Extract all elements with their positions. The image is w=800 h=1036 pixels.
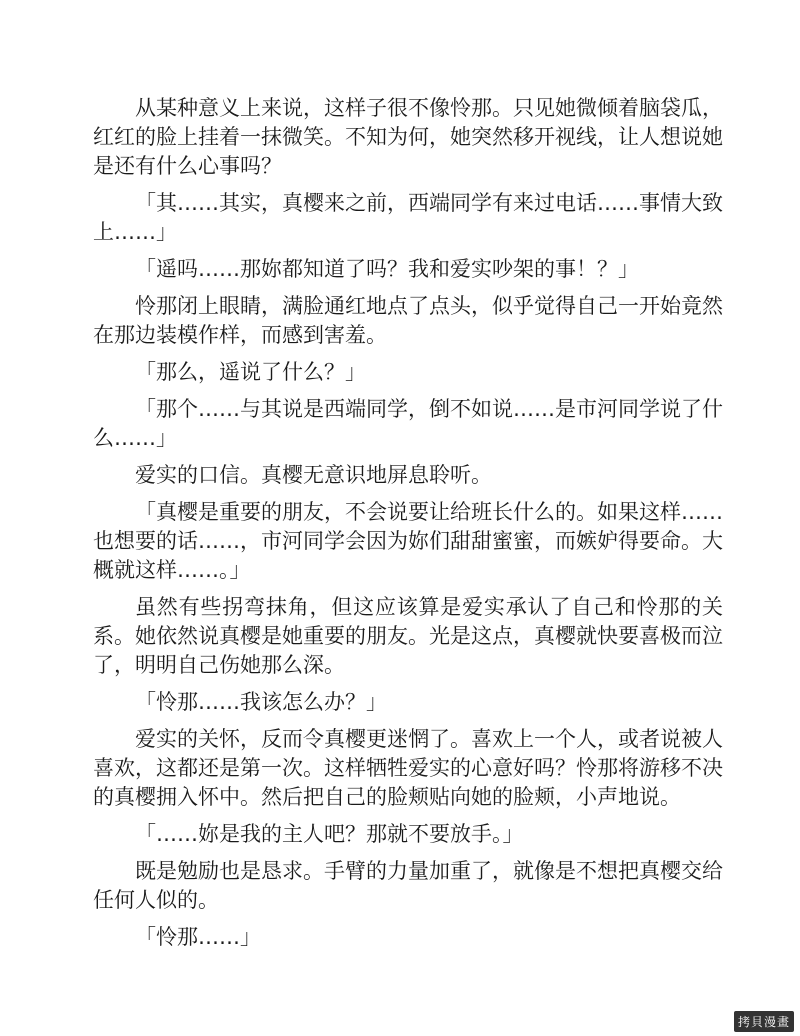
dialogue-line: 「其……其实，真樱来之前，西端同学有来过电话……事情大致上……」 (93, 191, 723, 244)
paragraph: 既是勉励也是恳求。手臂的力量加重了，就像是不想把真樱交给任何人似的。 (93, 859, 723, 912)
watermark-logo: 拷貝漫畫 (734, 1011, 794, 1032)
paragraph: 怜那闭上眼睛，满脸通红地点了点头，似乎觉得自己一开始竟然在那边装模作样，而感到害羞。 (93, 294, 723, 347)
dialogue-line: 「遥吗……那妳都知道了吗？我和爱实吵架的事！？」 (135, 257, 639, 281)
paragraph: 从某种意义上来说，这样子很不像怜那。只见她微倾着脑袋瓜，红红的脸上挂着一抹微笑。不知为何，她突然移开视线，让人想说她是还有什么心事吗？ (93, 96, 723, 178)
dialogue-line: 「怜那……我该怎么办？」 (135, 690, 387, 714)
dialogue-line: 「……妳是我的主人吧？那就不要放手。」 (135, 822, 524, 846)
dialogue-line: 「那个……与其说是西端同学，倒不如说……是市河同学说了什么……」 (93, 397, 723, 450)
dialogue-line: 「真樱是重要的朋友，不会说要让给班长什么的。如果这样……也想要的话……，市河同学会因为妳们甜甜蜜蜜，而嫉妒得要命。大概就这样……。」 (93, 500, 723, 582)
paragraph: 爱实的口信。真樱无意识地屏息聆听。 (135, 463, 492, 487)
paragraph: 虽然有些拐弯抹角，但这应该算是爱实承认了自己和怜那的关系。她依然说真樱是她重要的朋友。光是这点，真樱就快要喜极而泣了，明明自己伤她那么深。 (93, 595, 723, 677)
dialogue-line: 「怜那……」 (135, 925, 261, 949)
dialogue-line: 「那么，遥说了什么？」 (135, 360, 366, 384)
page-text (93, 94, 723, 960)
paragraph: 爱实的关怀，反而令真樱更迷惘了。喜欢上一个人，或者说被人喜欢，这都还是第一次。这样牺牲爱实的心意好吗？怜那将游移不决的真樱拥入怀中。然后把自己的脸颊贴向她的脸颊，小声地说。 (93, 727, 723, 809)
